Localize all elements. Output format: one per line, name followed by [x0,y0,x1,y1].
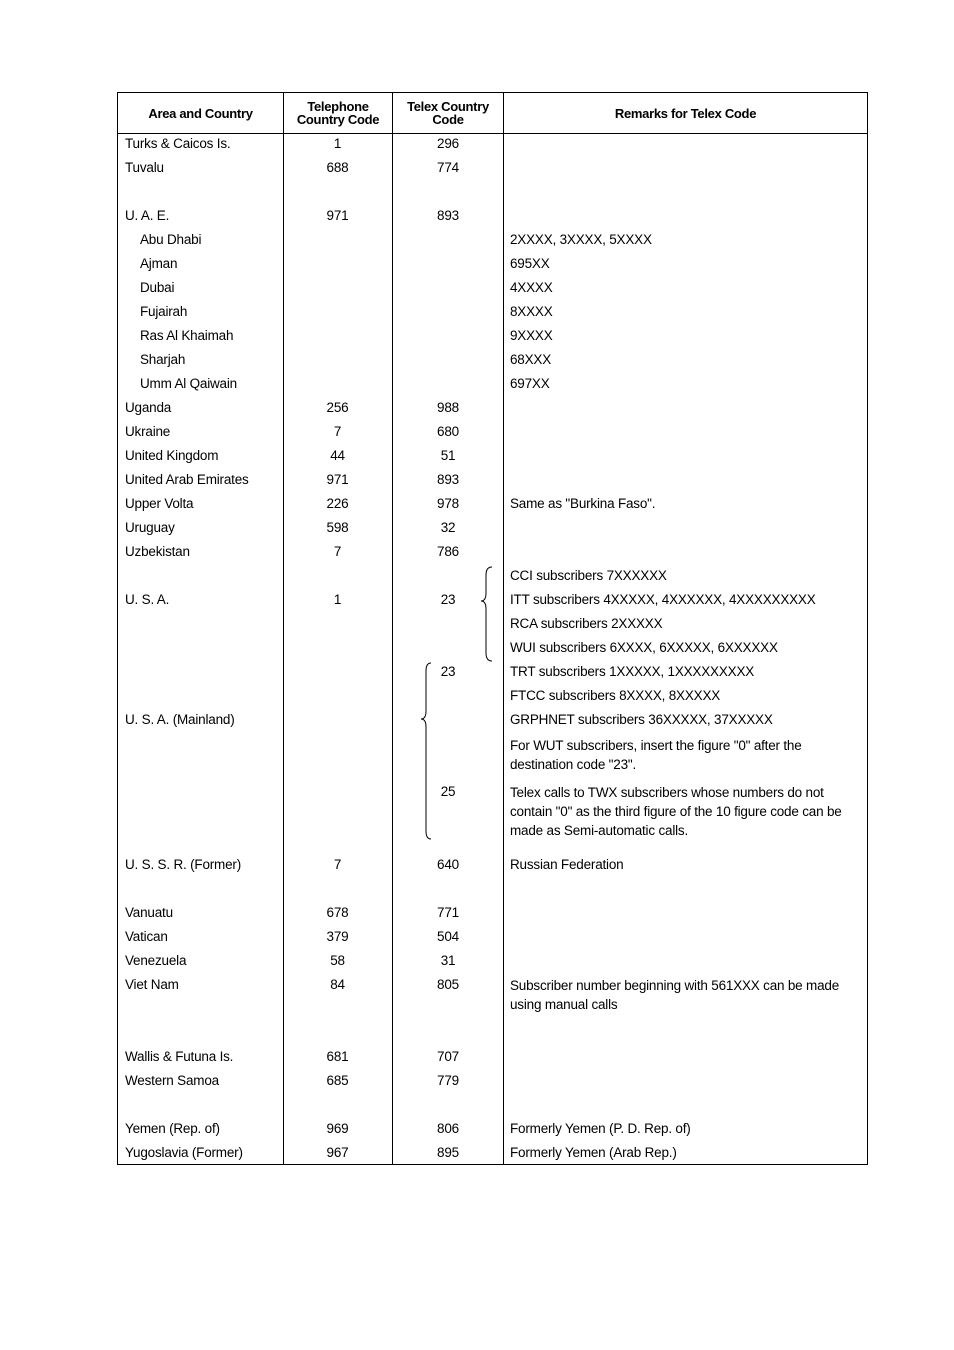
usa-brace [481,567,492,661]
telephone-code-cell: 44 [330,448,345,463]
country-cell: Western Samoa [125,1073,219,1088]
telephone-code-cell: 688 [326,160,349,175]
telex-code-cell: 31 [440,953,456,968]
telex-code-cell: 25 [440,784,456,799]
remark-cell: Same as "Burkina Faso". [510,496,656,511]
telex-code-cell: 680 [437,424,459,439]
telex-code-cell: 805 [437,977,459,992]
telephone-code-cell: 379 [326,929,349,944]
remark-cell: RCA subscribers 2XXXXX [510,616,663,631]
telephone-code-cell: 256 [326,400,349,415]
remark-cell: Formerly Yemen (P. D. Rep. of) [510,1121,691,1136]
remark-cell: 695XX [510,256,550,271]
country-cell: Turks & Caicos Is. [125,136,231,151]
telephone-code-cell: 681 [326,1049,349,1064]
country-cell: U. S. S. R. (Former) [125,857,242,872]
country-cell: Viet Nam [125,977,179,992]
telex-code-cell: 786 [437,544,459,559]
telephone-code-cell: 84 [330,977,345,992]
telex-code-cell: 978 [437,496,459,511]
country-cell: Ukraine [125,424,171,439]
telephone-code-cell: 1 [333,592,342,607]
emirate-cell: Abu Dhabi [140,232,202,247]
telephone-code-cell: 7 [333,857,342,872]
remark-cell: For WUT subscribers, insert the figure "0" after the destination code "23". [510,738,802,772]
brace-overlay [118,93,869,1166]
country-cell: Uganda [125,400,172,415]
telex-code-cell: 296 [437,136,459,151]
remark-cell: Russian Federation [510,857,624,872]
telex-code-cell: 893 [437,208,459,223]
telephone-code-cell: 1 [333,136,342,151]
country-cell: United Kingdom [125,448,219,463]
remark-cell: TRT subscribers 1XXXXX, 1XXXXXXXXX [510,664,755,679]
telephone-code-cell: 969 [326,1121,349,1136]
telex-code-cell: 23 [440,664,456,679]
telephone-code-cell: 58 [330,953,345,968]
country-cell: U. A. E. [125,208,170,223]
remark-cell: Formerly Yemen (Arab Rep.) [510,1145,677,1160]
country-cell: Venezuela [125,953,187,968]
emirate-cell: Ras Al Khaimah [140,328,234,343]
telex-code-cell: 707 [437,1049,459,1064]
telephone-code-cell: 678 [326,905,349,920]
country-cell: Tuvalu [125,160,164,175]
telex-code-cell: 988 [437,400,459,415]
telephone-code-cell: 7 [333,424,342,439]
telex-code-table [117,92,868,1165]
usa-mainland-brace [421,663,431,839]
country-cell: Uzbekistan [125,544,190,559]
telephone-code-cell: 971 [326,472,349,487]
remark-cell: 4XXXX [510,280,553,295]
telephone-code-cell: 598 [326,520,349,535]
header-remarks: Remarks for Telex Code [614,105,757,121]
country-cell: U. S. A. [125,592,170,607]
telex-code-cell: 504 [437,929,459,944]
remark-cell: 2XXXX, 3XXXX, 5XXXX [510,232,652,247]
telex-code-cell: 774 [437,160,459,175]
emirate-cell: Fujairah [140,304,188,319]
remark-cell: 9XXXX [510,328,553,343]
remark-cell: 68XXX [510,352,552,367]
remark-cell: Telex calls to TWX subscribers whose numbers do not contain "0" as the third figure of the 10 figure code can be made as Semi-automatic calls. [510,785,842,838]
country-cell: Yemen (Rep. of) [125,1121,220,1136]
remark-cell: Subscriber number beginning with 561XXX can be made using manual calls [510,978,840,1012]
telex-code-cell: 779 [437,1073,459,1088]
telex-code-cell: 51 [440,448,456,463]
country-cell: Vanuatu [125,905,173,920]
telephone-code-cell: 685 [326,1073,349,1088]
telephone-code-cell: 7 [333,544,342,559]
telex-code-cell: 23 [440,592,456,607]
remark-cell: FTCC subscribers 8XXXX, 8XXXXX [510,688,721,703]
remark-cell: WUI subscribers 6XXXX, 6XXXXX, 6XXXXXX [510,640,778,655]
telephone-code-cell: 226 [326,496,349,511]
header-area-country: Area and Country [148,105,253,121]
country-cell: Wallis & Futuna Is. [125,1049,234,1064]
remark-cell: GRPHNET subscribers 36XXXXX, 37XXXXX [510,712,773,727]
telex-code-cell: 771 [437,905,459,920]
emirate-cell: Umm Al Qaiwain [140,376,237,391]
telex-code-cell: 893 [437,472,459,487]
telex-code-cell: 895 [437,1145,459,1160]
country-cell: Uruguay [125,520,175,535]
country-cell: Vatican [125,929,168,944]
telex-code-cell: 32 [440,520,456,535]
emirate-cell: Ajman [140,256,178,271]
country-cell: Upper Volta [125,496,194,511]
header-telephone-code: Telephone Country Code [296,99,380,127]
emirate-cell: Sharjah [140,352,186,367]
remark-cell: CCI subscribers 7XXXXXX [510,568,667,583]
emirate-cell: Dubai [140,280,175,295]
telephone-code-cell: 971 [326,208,349,223]
remark-cell: 697XX [510,376,550,391]
telex-code-cell: 640 [437,857,459,872]
remark-cell: 8XXXX [510,304,553,319]
country-cell: United Arab Emirates [125,472,249,487]
remark-cell: ITT subscribers 4XXXXX, 4XXXXXX, 4XXXXXXXXX [510,592,816,607]
header-telex-code: Telex Country Code [407,99,489,127]
country-cell: Yugoslavia (Former) [125,1145,243,1160]
country-cell: U. S. A. (Mainland) [125,712,235,727]
telex-code-cell: 806 [437,1121,459,1136]
telephone-code-cell: 967 [326,1145,349,1160]
